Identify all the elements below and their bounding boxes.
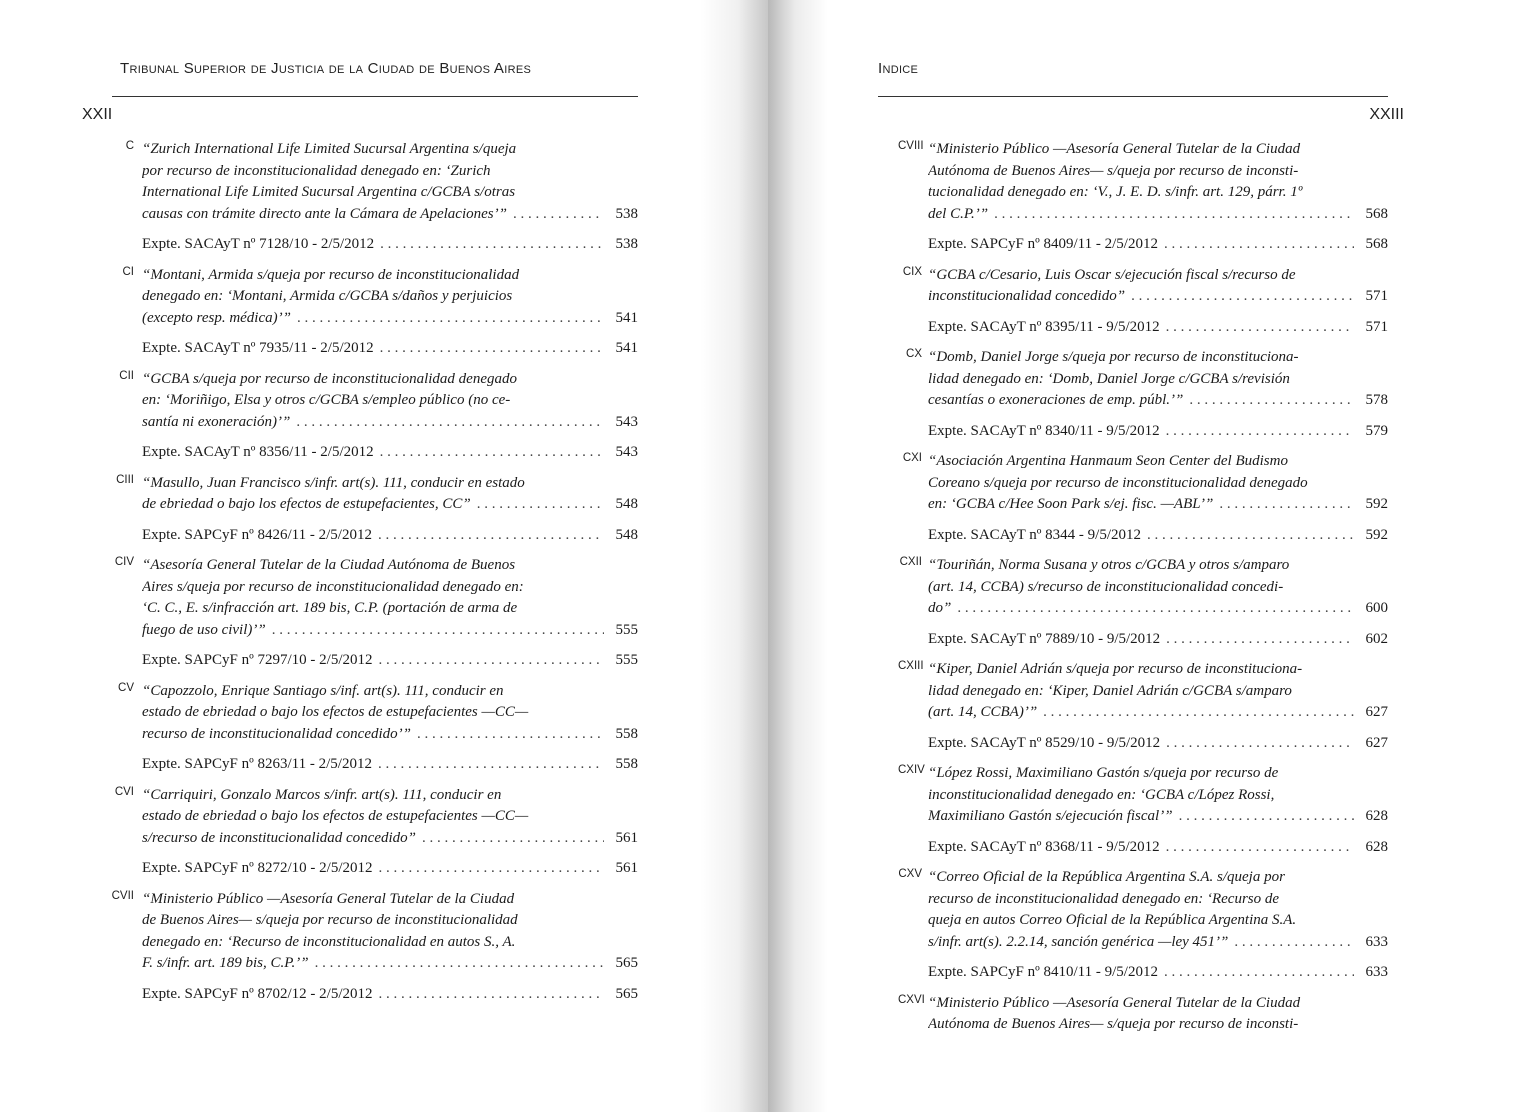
entry-title-line (928, 577, 1388, 599)
dot-leader (272, 620, 604, 642)
entry-title-line (928, 286, 1388, 308)
index-entry (898, 993, 1388, 1036)
entry-title-line (928, 910, 1388, 932)
entry-title-line (142, 598, 638, 620)
index-entry (898, 451, 1388, 546)
expte-line (142, 234, 638, 256)
dot-leader (315, 953, 604, 975)
dot-leader (1166, 837, 1354, 859)
expte-reference: Expte. SACAyT nº 8340/11 - 9/5/2012 (928, 422, 1160, 439)
entry-title-text: “Ministerio Público —Asesoría General Tutelar de la Ciudad (928, 994, 1301, 1011)
entry-title-text: fuego de uso civil)’” (142, 621, 266, 638)
entry-roman-numeral: CVII (111, 889, 134, 902)
entry-title-text: lidad denegado en: ‘Kiper, Daniel Adrián c/GCBA s/amparo (928, 682, 1292, 699)
entry-roman-numeral: CIII (116, 473, 134, 486)
expte-line (928, 234, 1388, 256)
entry-page-number: 600 (1365, 600, 1388, 616)
entry-title-text: International Life Limited Sucursal Argentina c/GCBA s/otras (142, 184, 516, 200)
entry-page-number: 543 (615, 413, 638, 430)
entry-title-line (928, 265, 1388, 287)
expte-line (928, 733, 1388, 755)
entry-title-text: Maximiliano Gastón s/ejecución fiscal’” (928, 808, 1173, 824)
entry-title-line (928, 932, 1388, 954)
expte-reference: Expte. SACAyT nº 7128/10 - 2/5/2012 (142, 236, 375, 252)
dot-leader (1164, 234, 1354, 256)
header-rule (878, 96, 1388, 97)
entry-title-text: recurso de inconstitucionalidad concedido’” (142, 725, 411, 742)
dot-leader (378, 525, 604, 547)
expte-line (928, 962, 1388, 984)
entry-title-text: tucionalidad denegado en: ‘V., J. E. D. s/infr. art. 129, párr. 1º (928, 184, 1303, 200)
page-number: XXIII (1369, 106, 1404, 123)
expte-page-number: 633 (1365, 964, 1388, 980)
entry-page-number: 548 (615, 496, 638, 512)
entry-title-line (928, 681, 1388, 703)
expte-reference: Expte. SACAyT nº 8368/11 - 9/5/2012 (928, 838, 1160, 855)
entry-title-text: estado de ebriedad o bajo los efectos de estupefacientes —CC— (142, 808, 529, 824)
entry-title-text: “GCBA c/Cesario, Luis Oscar s/ejecución fiscal s/recurso de (928, 266, 1296, 283)
entry-page-number: 561 (615, 829, 638, 846)
dot-leader (417, 724, 604, 746)
entry-roman-numeral: CII (119, 369, 134, 382)
entry-title-line (142, 161, 638, 183)
dot-leader (1219, 494, 1354, 516)
entry-title-line (142, 390, 638, 412)
expte-reference: Expte. SACAyT nº 8344 - 9/5/2012 (928, 526, 1141, 543)
entry-title-text: “Domb, Daniel Jorge s/queja por recurso de inconstituciona- (928, 349, 1299, 365)
entry-title-line (142, 910, 638, 932)
expte-page-number: 558 (615, 756, 638, 772)
expte-page-number: 627 (1365, 734, 1388, 751)
entry-page-number: 568 (1365, 205, 1388, 222)
index-entry (898, 867, 1388, 984)
entry-title-text: Autónoma de Buenos Aires— s/queja por recurso de inconsti- (928, 162, 1299, 179)
entry-title-line (928, 659, 1388, 681)
expte-page-number: 561 (615, 860, 638, 876)
entry-title-line (142, 182, 638, 204)
entry-title-line (142, 265, 638, 287)
entry-title-line (142, 555, 638, 577)
entry-title-line (142, 286, 638, 308)
dot-leader (477, 494, 604, 516)
index-entries (898, 139, 1388, 1045)
expte-line (142, 525, 638, 547)
entry-title-line (142, 724, 638, 746)
dot-leader (1179, 806, 1354, 828)
entry-title-line (142, 828, 638, 850)
index-entry (898, 265, 1388, 339)
entry-title-line (928, 182, 1388, 204)
entry-roman-numeral: CIX (902, 265, 922, 278)
entry-title-text: ‘C. C., E. s/infracción art. 189 bis, C.P. (portación de arma de (142, 600, 518, 616)
expte-line (928, 837, 1388, 859)
entry-title-text: “Correo Oficial de la República Argentina S.A. s/queja por (928, 869, 1285, 885)
entry-title-text: Autónoma de Buenos Aires— s/queja por recurso de inconsti- (928, 1016, 1299, 1032)
entry-title-text: de Buenos Aires— s/queja por recurso de inconstitucionalidad (142, 912, 518, 928)
entry-title-line (928, 598, 1388, 620)
entry-title-text: de ebriedad o bajo los efectos de estupefacientes, CC” (142, 496, 471, 512)
entry-title-line (142, 473, 638, 495)
entry-title-text: denegado en: ‘Montani, Armida c/GCBA s/daños y perjuicios (142, 288, 513, 304)
entry-title-text: denegado en: ‘Recurso de inconstitucionalidad en autos S., A. (142, 933, 516, 950)
entry-title-text: lidad denegado en: ‘Domb, Daniel Jorge c/GCBA s/revisión (928, 370, 1290, 387)
entry-page-number: 592 (1365, 496, 1388, 512)
expte-line (928, 525, 1388, 547)
entry-title-line (928, 369, 1388, 391)
dot-leader (378, 754, 604, 776)
entry-title-line (142, 889, 638, 911)
entry-title-line (142, 369, 638, 391)
expte-line (142, 754, 638, 776)
entry-page-number: 627 (1365, 704, 1388, 720)
expte-page-number: 628 (1365, 838, 1388, 855)
entry-title-line (928, 889, 1388, 911)
expte-reference: Expte. SACAyT nº 8356/11 - 2/5/2012 (142, 444, 374, 460)
entry-page-number: 628 (1365, 808, 1388, 824)
index-entry (898, 347, 1388, 442)
entry-page-number: 538 (615, 205, 638, 222)
dot-leader (1166, 629, 1354, 651)
expte-reference: Expte. SAPCyF nº 8272/10 - 2/5/2012 (142, 860, 373, 876)
expte-reference: Expte. SACAyT nº 8395/11 - 9/5/2012 (928, 318, 1160, 335)
dot-leader (379, 858, 604, 880)
dot-leader (957, 598, 1354, 620)
expte-line (928, 629, 1388, 651)
expte-line (928, 421, 1388, 443)
running-head: Indice (878, 60, 919, 77)
expte-reference: Expte. SAPCyF nº 8410/11 - 9/5/2012 (928, 964, 1158, 980)
dot-leader (379, 984, 604, 1006)
expte-page-number: 541 (615, 340, 638, 356)
entry-title-text: s/recurso de inconstitucionalidad concedido” (142, 829, 416, 846)
entry-page-number: 558 (615, 725, 638, 742)
entry-title-line (928, 390, 1388, 412)
entry-title-line (928, 806, 1388, 828)
entry-title-line (928, 785, 1388, 807)
entry-page-number: 633 (1365, 933, 1388, 950)
entry-roman-numeral: CXI (902, 452, 922, 464)
entry-roman-numeral: CXII (899, 556, 922, 568)
entry-title-text: “GCBA s/queja por recurso de inconstitucionalidad denegado (142, 370, 517, 387)
entry-title-line (142, 204, 638, 226)
dot-leader (380, 234, 604, 256)
entry-title-line (928, 139, 1388, 161)
dot-leader (994, 204, 1354, 226)
entry-title-text: por recurso de inconstitucionalidad denegado en: ‘Zurich (142, 162, 491, 179)
entry-title-text: “Carriquiri, Gonzalo Marcos s/infr. art(s). 111, conducir en (142, 786, 502, 803)
entry-title-text: F. s/infr. art. 189 bis, C.P.’” (142, 955, 309, 971)
entry-title-text: en: ‘Moriñigo, Elsa y otros c/GCBA s/empleo público (no ce- (142, 392, 511, 408)
entry-title-line (142, 806, 638, 828)
entry-title-text: Aires s/queja por recurso de inconstitucionalidad denegado en: (142, 578, 524, 595)
entry-title-text: causas con trámite directo ante la Cámara de Apelaciones’” (142, 205, 507, 222)
entry-title-text: (art. 14, CCBA) s/recurso de inconstitucionalidad concedi- (928, 578, 1284, 595)
entry-roman-numeral: CX (906, 348, 922, 360)
dot-leader (1043, 702, 1354, 724)
expte-page-number: 555 (615, 652, 638, 668)
entry-title-text: s/infr. art(s). 2.2.14, sanción genérica —ley 451’” (928, 933, 1229, 950)
entry-title-line (928, 347, 1388, 369)
entry-title-line (142, 308, 638, 330)
expte-line (928, 317, 1388, 339)
entry-title-text: del C.P.’” (928, 205, 989, 222)
expte-reference: Expte. SAPCyF nº 8426/11 - 2/5/2012 (142, 526, 372, 543)
entry-title-line (142, 953, 638, 975)
index-entry (112, 555, 638, 672)
entry-title-line (928, 204, 1388, 226)
entry-page-number: 571 (1365, 288, 1388, 304)
header-rule (112, 96, 638, 97)
expte-line (142, 984, 638, 1006)
index-entry (112, 473, 638, 547)
expte-page-number: 548 (615, 526, 638, 543)
entry-title-text: “Ministerio Público —Asesoría General Tutelar de la Ciudad (928, 141, 1301, 157)
index-entry (112, 681, 638, 776)
entry-page-number: 578 (1365, 392, 1388, 408)
entry-title-text: (excepto resp. médica)’” (142, 309, 291, 326)
entry-roman-numeral: CI (122, 265, 134, 278)
dot-leader (1234, 932, 1354, 954)
dot-leader (422, 828, 604, 850)
entry-title-line (142, 494, 638, 516)
entry-title-text: santía ni exoneración)’” (142, 413, 291, 430)
entry-title-text: queja en autos Correo Oficial de la República Argentina S.A. (928, 912, 1297, 928)
index-entry (112, 369, 638, 464)
entry-title-line (928, 702, 1388, 724)
page-number: XXII (82, 106, 113, 123)
dot-leader (1166, 317, 1354, 339)
entry-roman-numeral: CIV (114, 556, 134, 568)
dot-leader (513, 204, 604, 226)
entry-title-line (928, 1014, 1388, 1036)
index-entry (898, 555, 1388, 650)
entry-title-line (928, 473, 1388, 495)
expte-page-number: 538 (615, 236, 638, 252)
entry-title-text: “Kiper, Daniel Adrián s/queja por recurso de inconstituciona- (928, 661, 1303, 677)
entry-title-line (928, 451, 1388, 473)
entry-title-text: “López Rossi, Maximiliano Gastón s/queja por recurso de (928, 765, 1279, 781)
entry-title-line (142, 620, 638, 642)
entry-title-text: estado de ebriedad o bajo los efectos de estupefacientes —CC— (142, 704, 529, 720)
expte-page-number: 568 (1365, 236, 1388, 252)
index-entry (898, 763, 1388, 858)
entry-title-text: Coreano s/queja por recurso de inconstitucionalidad denegado (928, 474, 1308, 491)
entry-title-line (142, 577, 638, 599)
running-head: Tribunal Superior de Justicia de la Ciudad de Buenos Aires (120, 60, 532, 77)
right-page (768, 0, 1536, 1112)
entry-title-line (928, 763, 1388, 785)
expte-reference: Expte. SAPCyF nº 8263/11 - 2/5/2012 (142, 756, 372, 772)
entry-title-line (142, 412, 638, 434)
entry-title-text: “Ministerio Público —Asesoría General Tutelar de la Ciudad (142, 890, 515, 907)
entry-title-line (142, 932, 638, 954)
entry-page-number: 565 (615, 955, 638, 971)
entry-title-line (928, 867, 1388, 889)
entry-title-line (928, 494, 1388, 516)
index-entry (898, 139, 1388, 256)
entry-roman-numeral: CXV (898, 868, 922, 880)
dot-leader (1166, 733, 1354, 755)
entry-title-text: recurso de inconstitucionalidad denegado en: ‘Recurso de (928, 890, 1280, 907)
dot-leader (1189, 390, 1354, 412)
expte-page-number: 602 (1365, 630, 1388, 647)
entry-page-number: 555 (615, 621, 638, 638)
expte-reference: Expte. SAPCyF nº 7297/10 - 2/5/2012 (142, 652, 373, 668)
dot-leader (297, 308, 604, 330)
entry-title-text: (art. 14, CCBA)’” (928, 704, 1038, 720)
entry-page-number: 541 (615, 309, 638, 326)
entry-title-text: “Capozzolo, Enrique Santiago s/inf. art(s). 111, conducir en (142, 682, 504, 699)
dot-leader (380, 442, 604, 464)
dot-leader (1147, 525, 1354, 547)
entry-roman-numeral: CV (118, 681, 134, 694)
expte-line (142, 858, 638, 880)
entry-title-line (142, 681, 638, 703)
dot-leader (380, 338, 604, 360)
index-entries (112, 139, 638, 1014)
entry-title-line (142, 702, 638, 724)
expte-line (142, 338, 638, 360)
index-entry (112, 889, 638, 1006)
entry-roman-numeral: CXVI (898, 993, 925, 1006)
expte-line (142, 442, 638, 464)
entry-title-text: “Zurich International Life Limited Sucursal Argentina s/queja (142, 141, 517, 157)
entry-title-text: en: ‘GCBA c/Hee Soon Park s/ej. fisc. —ABL’” (928, 496, 1214, 512)
expte-page-number: 565 (615, 985, 638, 1002)
entry-title-text: cesantías o exoneraciones de emp. públ.’” (928, 392, 1184, 408)
expte-page-number: 571 (1365, 318, 1388, 335)
entry-title-line (142, 785, 638, 807)
dot-leader (1166, 421, 1354, 443)
expte-line (142, 650, 638, 672)
expte-reference: Expte. SACAyT nº 7889/10 - 9/5/2012 (928, 630, 1161, 647)
expte-reference: Expte. SAPCyF nº 8702/12 - 2/5/2012 (142, 985, 373, 1002)
entry-roman-numeral: CVIII (898, 140, 924, 152)
entry-title-text: inconstitucionalidad denegado en: ‘GCBA c/López Rossi, (928, 786, 1275, 803)
entry-roman-numeral: CVI (114, 785, 134, 798)
expte-reference: Expte. SACAyT nº 7935/11 - 2/5/2012 (142, 340, 374, 356)
entry-title-text: inconstitucionalidad concedido” (928, 288, 1126, 304)
entry-title-line (928, 161, 1388, 183)
index-entry (112, 139, 638, 256)
expte-reference: Expte. SACAyT nº 8529/10 - 9/5/2012 (928, 734, 1161, 751)
entry-title-line (142, 139, 638, 161)
entry-title-text: “Masullo, Juan Francisco s/infr. art(s). 111, conducir en estado (142, 474, 525, 491)
entry-title-text: “Asociación Argentina Hanmaum Seon Center del Budismo (928, 453, 1288, 469)
entry-title-text: “Touriñán, Norma Susana y otros c/GCBA y otros s/amparo (928, 557, 1290, 573)
index-entry (898, 659, 1388, 754)
entry-title-line (928, 993, 1388, 1015)
entry-roman-numeral: C (125, 140, 134, 152)
dot-leader (296, 412, 604, 434)
expte-page-number: 592 (1365, 526, 1388, 543)
dot-leader (1131, 286, 1354, 308)
index-entry (112, 265, 638, 360)
expte-reference: Expte. SAPCyF nº 8409/11 - 2/5/2012 (928, 236, 1158, 252)
entry-title-text: do” (928, 600, 952, 616)
dot-leader (379, 650, 604, 672)
entry-roman-numeral: CXIII (898, 660, 924, 672)
entry-title-text: “Montani, Armida s/queja por recurso de inconstitucionalidad (142, 266, 520, 283)
entry-roman-numeral: CXIV (898, 764, 925, 776)
entry-title-text: “Asesoría General Tutelar de la Ciudad Autónoma de Buenos (142, 557, 516, 573)
index-entry (112, 785, 638, 880)
expte-page-number: 579 (1365, 422, 1388, 439)
dot-leader (1164, 962, 1354, 984)
entry-title-line (928, 555, 1388, 577)
expte-page-number: 543 (615, 444, 638, 460)
